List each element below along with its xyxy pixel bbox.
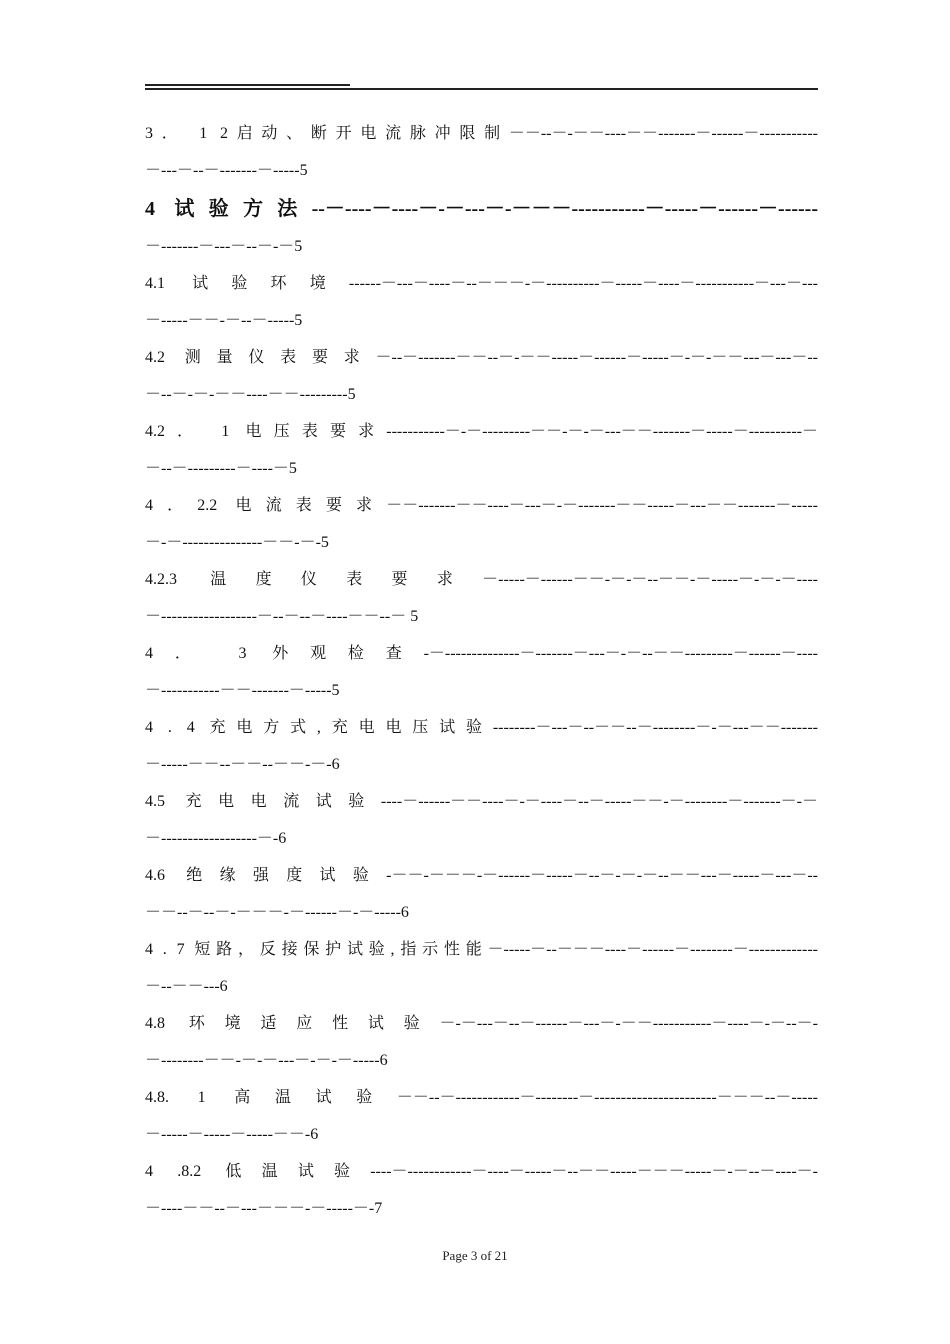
toc-entry-leader: －------------------－--－--－----－－--－ 5: [145, 608, 419, 625]
toc-entry-4-8-1[interactable]: [145, 1086, 818, 1147]
table-of-contents: [145, 122, 818, 1234]
toc-entry-text: 4.6 绝缘强度试验-－－-－－－-－------－-----－--－-－-－--－－---－-----－---－--: [145, 867, 818, 884]
toc-entry-text: 4 . 7 短路，反接保护试验,指示性能－-----－--－－－----－------－--------－-------------: [145, 941, 818, 958]
toc-entry-text: 4 .8.2 低温试验----－------------－----－-----－--－－-----－－－-----－-－--－----－-: [145, 1163, 818, 1180]
toc-entry-4-4[interactable]: [145, 716, 818, 777]
toc-entry-4-2[interactable]: [145, 346, 818, 407]
toc-entry-leader: －-----－-----－-----－－-6: [145, 1126, 319, 1143]
toc-entry-text: 4 试验方法--－----－----－-－---－-－－－-----------－-----－------－------: [145, 198, 818, 220]
toc-entry-text: 4.1 试验环境------－---－----－--－－－-－----------－-----－----－-----------－---－---: [145, 275, 818, 292]
toc-entry-4-5[interactable]: [145, 790, 818, 851]
toc-entry-leader: －-----------－－-------－-----5: [145, 682, 340, 699]
toc-entry-leader: －-------－---－--－-－5: [145, 238, 303, 255]
toc-entry-4-1[interactable]: [145, 272, 818, 333]
toc-entry-leader: －-----－－-－--－-----5: [145, 312, 303, 329]
toc-entry-4[interactable]: [145, 196, 818, 259]
toc-entry-leader: －----－－--－---－－－-－-----－-7: [145, 1200, 383, 1217]
toc-entry-text: 4.8. 1 高温试验－－--－------------－--------－-----------------------－－－--－-----: [145, 1089, 818, 1106]
toc-entry-text: 4． 3 外观检查-－--------------－-------－---－-－--－－---------－------－----: [145, 645, 818, 662]
toc-entry-4-6[interactable]: [145, 864, 818, 925]
toc-entry-leader: －---－--－-------－-----5: [145, 162, 308, 179]
header-rule-short: [145, 84, 350, 86]
header-rule-long: [145, 88, 818, 90]
toc-entry-leader: －--－－---6: [145, 978, 228, 995]
toc-entry-text: 4．2.2 电流表要求－－-------－－----－---－-－-------－－-----－---－－-------－-----: [145, 497, 818, 514]
toc-entry-leader: －------------------－-6: [145, 830, 287, 847]
toc-entry-4-8[interactable]: [145, 1012, 818, 1073]
toc-entry-4-8-2[interactable]: [145, 1160, 818, 1221]
toc-entry-leader: －-----－－--－－--－－-－-6: [145, 756, 340, 773]
toc-entry-4-2-2[interactable]: [145, 494, 818, 555]
toc-entry-leader: －--------－－-－-－---－-－-－-----6: [145, 1052, 388, 1069]
page-number-footer: Page 3 of 21: [442, 1248, 508, 1263]
toc-entry-leader: －－--－--－-－－－-－------－-－-----6: [145, 904, 409, 921]
toc-entry-leader: －--－---------－----－5: [145, 460, 297, 477]
toc-entry-text: 4.2.3 温度仪表要求－-----－------－－-－-－--－－-－-----－-－-－----: [145, 571, 818, 588]
toc-entry-4-2-1[interactable]: [145, 420, 818, 481]
toc-entry-leader: －--－-－-－－----－－---------5: [145, 386, 356, 403]
toc-entry-leader: －-－---------------－－-－-5: [145, 534, 329, 551]
toc-entry-4-3[interactable]: [145, 642, 818, 703]
toc-entry-text: 4.2． 1 电压表要求-----------－-－---------－－-－-－---－－-------－-----－----------－: [145, 423, 818, 440]
toc-entry-4-2-3[interactable]: [145, 568, 818, 629]
toc-entry-3-1-2[interactable]: [145, 122, 818, 183]
toc-entry-text: 3． 1 2启动、断开电流脉冲限制－－--－-－－----－－-------－------－-----------: [145, 125, 818, 142]
toc-entry-text: 4.8 环境适应性试验－-－---－--－------－---－-－－-----------－----－-－--－-: [145, 1015, 818, 1032]
toc-entry-text: 4 . 4 充电方式,充电电压试验--------－---－--－－--－--------－-－---－－-------: [145, 719, 818, 736]
toc-entry-4-7[interactable]: [145, 938, 818, 999]
toc-entry-text: 4.2 测量仪表要求－--－-------－－--－-－－-----－------－-----－-－-－－---－---－--: [145, 349, 818, 366]
toc-entry-text: 4.5 充电电流试验----－------－－----－-－----－--－-----－－-－--------－-------－-－: [145, 793, 818, 810]
